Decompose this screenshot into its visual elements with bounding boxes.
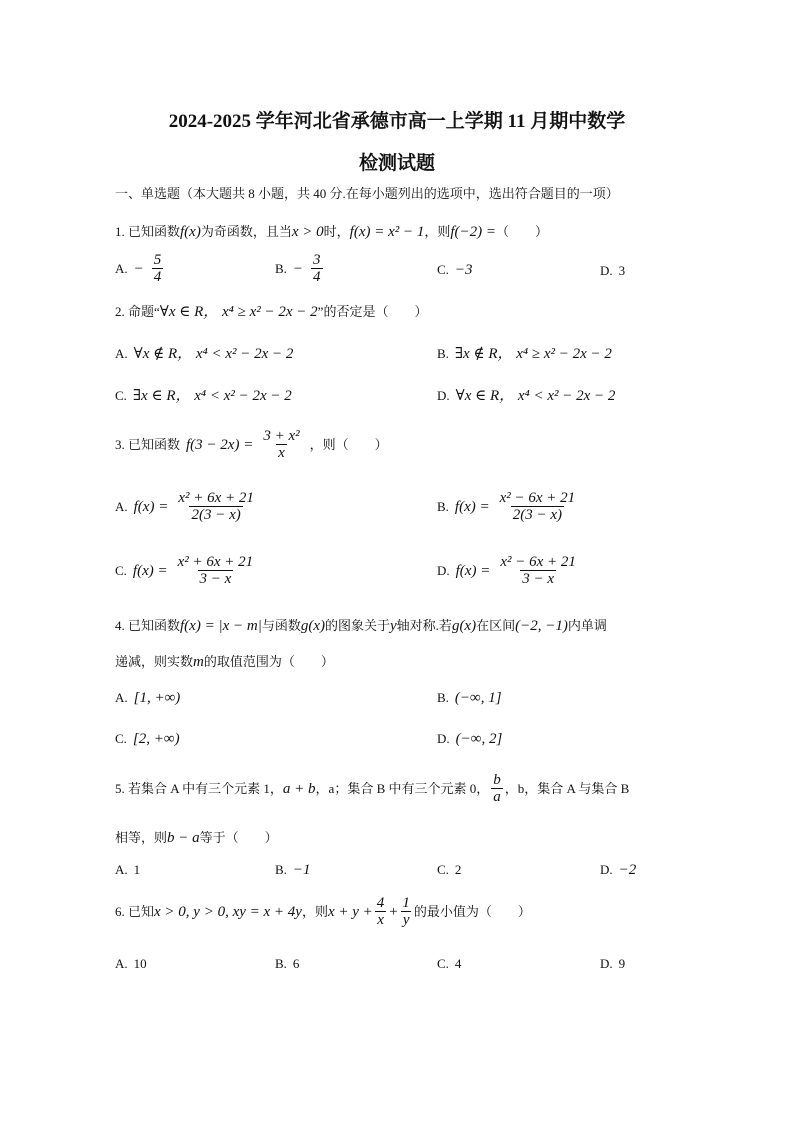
option-lhs: f(x) = bbox=[455, 562, 491, 579]
q6-expression: x + y + bbox=[327, 903, 373, 920]
option-value: ∃x ∉ R， x⁴ ≥ x² − 2x − 2 bbox=[454, 346, 612, 362]
q1-option-b[interactable] bbox=[275, 252, 325, 285]
q4-text: 在区间 bbox=[476, 618, 516, 633]
q2-option-a[interactable] bbox=[115, 346, 293, 362]
q1-text: 为奇函数，且当 bbox=[200, 224, 292, 239]
option-label: D. bbox=[437, 731, 450, 746]
option-label: C. bbox=[115, 562, 127, 578]
q5-text: 5. 若集合 A 中有三个元素 1， bbox=[115, 780, 283, 796]
q4-function-g: g(x) bbox=[300, 618, 325, 634]
q1-condition: x > 0 bbox=[291, 224, 324, 240]
numerator: x² + 6x + 21 bbox=[178, 490, 254, 506]
option-label: D. bbox=[437, 388, 450, 403]
option-fraction bbox=[176, 554, 256, 587]
option-label: C. bbox=[437, 956, 449, 971]
q4-text: 递减，则实数 bbox=[115, 654, 194, 669]
q1-function: f(x) bbox=[180, 224, 201, 240]
q5-option-a[interactable] bbox=[115, 862, 140, 878]
option-label: B. bbox=[275, 956, 287, 971]
numerator: 4 bbox=[376, 895, 385, 911]
q6-plus: + bbox=[388, 903, 399, 920]
denominator: 2(3 − x) bbox=[512, 507, 563, 523]
option-label: A. bbox=[115, 862, 128, 877]
option-label: C. bbox=[437, 262, 449, 277]
q4-text: 内单调 bbox=[567, 618, 607, 633]
denominator: y bbox=[402, 912, 410, 928]
question-1 bbox=[115, 224, 548, 240]
denominator: 4 bbox=[313, 269, 321, 285]
q4-text: 4. 已知函数 bbox=[115, 618, 181, 633]
option-value: 9 bbox=[618, 956, 626, 971]
q3-lhs: f(3 − 2x) = bbox=[186, 436, 254, 453]
option-label: B. bbox=[437, 346, 449, 361]
q2-option-b[interactable] bbox=[437, 346, 612, 362]
q4-text: 轴对称.若 bbox=[396, 618, 452, 633]
numerator: x² − 6x + 21 bbox=[499, 490, 576, 506]
option-label: C. bbox=[115, 731, 127, 746]
numerator: 1 bbox=[402, 895, 410, 911]
q6-text: 的最小值为（ ） bbox=[413, 903, 531, 919]
denominator: x bbox=[377, 912, 384, 928]
denominator: x bbox=[278, 445, 285, 461]
q4-option-a[interactable] bbox=[115, 690, 180, 706]
q3-fraction bbox=[261, 428, 301, 461]
q4-text: 的图象关于 bbox=[324, 618, 390, 633]
q6-text: ，则 bbox=[301, 903, 328, 919]
q1-option-a[interactable] bbox=[115, 252, 165, 285]
q6-option-d[interactable] bbox=[600, 956, 625, 972]
option-value: −2 bbox=[618, 862, 637, 878]
option-label: D. bbox=[437, 562, 450, 578]
question-3 bbox=[115, 428, 388, 461]
q6-text: 6. 已知 bbox=[115, 903, 155, 919]
option-label: B. bbox=[275, 260, 287, 276]
numerator: x² − 6x + 21 bbox=[500, 554, 576, 570]
q6-fraction-1 bbox=[375, 895, 387, 928]
option-value: −3 bbox=[454, 262, 473, 278]
q1-definition: f(x) = x² − 1 bbox=[349, 224, 425, 240]
option-label: A. bbox=[115, 956, 128, 971]
question-2 bbox=[115, 304, 427, 320]
option-value: ∀x ∉ R， x⁴ < x² − 2x − 2 bbox=[133, 346, 294, 362]
q4-option-b[interactable] bbox=[437, 690, 502, 706]
option-lhs: f(x) = bbox=[454, 498, 490, 515]
option-label: B. bbox=[437, 498, 449, 514]
q5-fraction bbox=[491, 772, 503, 805]
numerator: 3 + x² bbox=[263, 428, 300, 444]
option-lhs: f(x) = bbox=[133, 498, 169, 515]
denominator: 3 − x bbox=[199, 571, 232, 587]
title-line-2: 检测试题 bbox=[358, 153, 435, 174]
q4-function: f(x) = |x − m| bbox=[180, 618, 262, 634]
q5-option-d[interactable] bbox=[600, 862, 636, 878]
numerator: b bbox=[493, 772, 501, 788]
q1-text: 1. 已知函数 bbox=[115, 224, 181, 239]
question-5-line-2 bbox=[115, 830, 278, 846]
q1-option-c[interactable] bbox=[437, 262, 473, 278]
q3-option-a[interactable] bbox=[115, 490, 258, 523]
q3-option-b[interactable] bbox=[437, 490, 579, 523]
option-value: (−∞, 2] bbox=[455, 731, 503, 747]
denominator: a bbox=[493, 789, 501, 805]
q4-interval: (−2, −1) bbox=[515, 618, 568, 634]
q3-option-d[interactable] bbox=[437, 554, 580, 587]
q3-option-c[interactable] bbox=[115, 554, 257, 587]
q6-option-a[interactable] bbox=[115, 956, 147, 972]
q5-text: 等于（ ） bbox=[199, 830, 278, 845]
q2-text: ”的否定是（ ） bbox=[317, 304, 428, 319]
option-sign: − bbox=[133, 260, 144, 277]
option-label: A. bbox=[115, 260, 128, 276]
numerator: 5 bbox=[153, 252, 162, 268]
question-4-line-2 bbox=[115, 654, 334, 670]
q5-option-b[interactable] bbox=[275, 862, 311, 878]
q1-option-d[interactable] bbox=[600, 263, 625, 279]
numerator: x² + 6x + 21 bbox=[177, 554, 254, 570]
option-value: [2, +∞) bbox=[132, 731, 180, 747]
denominator: 2(3 − x) bbox=[191, 507, 241, 523]
option-fraction bbox=[498, 554, 578, 587]
q1-paren: （ ） bbox=[496, 224, 549, 239]
question-4-line-1 bbox=[115, 618, 607, 634]
option-lhs: f(x) = bbox=[132, 562, 168, 579]
option-label: A. bbox=[115, 498, 128, 514]
q1-text: ，则 bbox=[424, 224, 451, 239]
question-6 bbox=[115, 895, 531, 928]
q5-text: ，b，集合 A 与集合 B bbox=[504, 780, 630, 796]
section-header: 一、单选题（本大题共 8 小题，共 40 分.在每小题列出的选项中，选出符合题目的一项） bbox=[115, 186, 619, 201]
q2-option-c[interactable] bbox=[115, 388, 292, 404]
question-5-line-1 bbox=[115, 772, 629, 805]
q4-variable: m bbox=[193, 654, 204, 670]
q4-text: 的取值范围为（ ） bbox=[203, 654, 334, 669]
option-label: B. bbox=[437, 690, 449, 705]
option-value: ∀x ∈ R， x⁴ < x² − 2x − 2 bbox=[455, 388, 616, 404]
q5-expression: b − a bbox=[167, 830, 200, 846]
q6-option-c[interactable] bbox=[437, 956, 461, 972]
q1-ask: f(−2) = bbox=[450, 224, 497, 240]
option-fraction bbox=[498, 490, 578, 523]
option-label: A. bbox=[115, 346, 128, 361]
q6-fraction-2 bbox=[400, 895, 412, 928]
q4-function-g: g(x) bbox=[451, 618, 477, 634]
denominator: 4 bbox=[153, 269, 162, 285]
option-label: D. bbox=[600, 862, 613, 877]
q6-option-b[interactable] bbox=[275, 956, 299, 972]
q2-text: 2. 命题“ bbox=[115, 304, 160, 319]
q4-option-d[interactable] bbox=[437, 731, 502, 747]
option-fraction bbox=[311, 252, 323, 285]
option-sign: − bbox=[292, 260, 304, 277]
q4-option-c[interactable] bbox=[115, 731, 180, 747]
q2-proposition: ∀x ∈ R， x⁴ ≥ x² − 2x − 2 bbox=[159, 304, 318, 320]
q5-element: a + b bbox=[282, 780, 316, 797]
option-label: D. bbox=[600, 263, 613, 278]
option-label: C. bbox=[437, 862, 449, 877]
q4-axis: y bbox=[390, 618, 397, 634]
option-label: A. bbox=[115, 690, 128, 705]
q5-text: ，a；集合 B 中有三个元素 0， bbox=[315, 780, 490, 796]
option-label: C. bbox=[115, 388, 127, 403]
title-line-1: 2024-2025 学年河北省承德市高一上学期 11 月期中数学 bbox=[168, 111, 626, 132]
denominator: 3 − x bbox=[522, 571, 554, 587]
q4-text: 与函数 bbox=[261, 618, 301, 633]
option-fraction bbox=[176, 490, 256, 523]
q5-text: 相等，则 bbox=[115, 830, 168, 845]
option-value: 3 bbox=[618, 263, 626, 278]
q6-condition: x > 0, y > 0, xy = x + 4y bbox=[154, 903, 302, 920]
option-value: 1 bbox=[133, 862, 141, 877]
option-value: ∃x ∈ R， x⁴ < x² − 2x − 2 bbox=[132, 388, 292, 404]
q2-option-d[interactable] bbox=[437, 388, 615, 404]
option-label: D. bbox=[600, 956, 613, 971]
option-value: 6 bbox=[292, 956, 300, 971]
q1-text: 时， bbox=[323, 224, 350, 239]
option-value: −1 bbox=[292, 862, 311, 878]
q5-option-c[interactable] bbox=[437, 862, 461, 878]
option-label: B. bbox=[275, 862, 287, 877]
option-value: 4 bbox=[454, 956, 462, 971]
option-value: [1, +∞) bbox=[133, 690, 181, 706]
q3-text: ，则（ ） bbox=[309, 436, 388, 452]
option-value: 10 bbox=[133, 956, 147, 971]
q3-text: 3. 已知函数 bbox=[115, 436, 181, 452]
option-value: (−∞, 1] bbox=[454, 690, 502, 706]
numerator: 3 bbox=[313, 252, 321, 268]
option-fraction bbox=[152, 252, 164, 285]
option-value: 2 bbox=[454, 862, 462, 877]
